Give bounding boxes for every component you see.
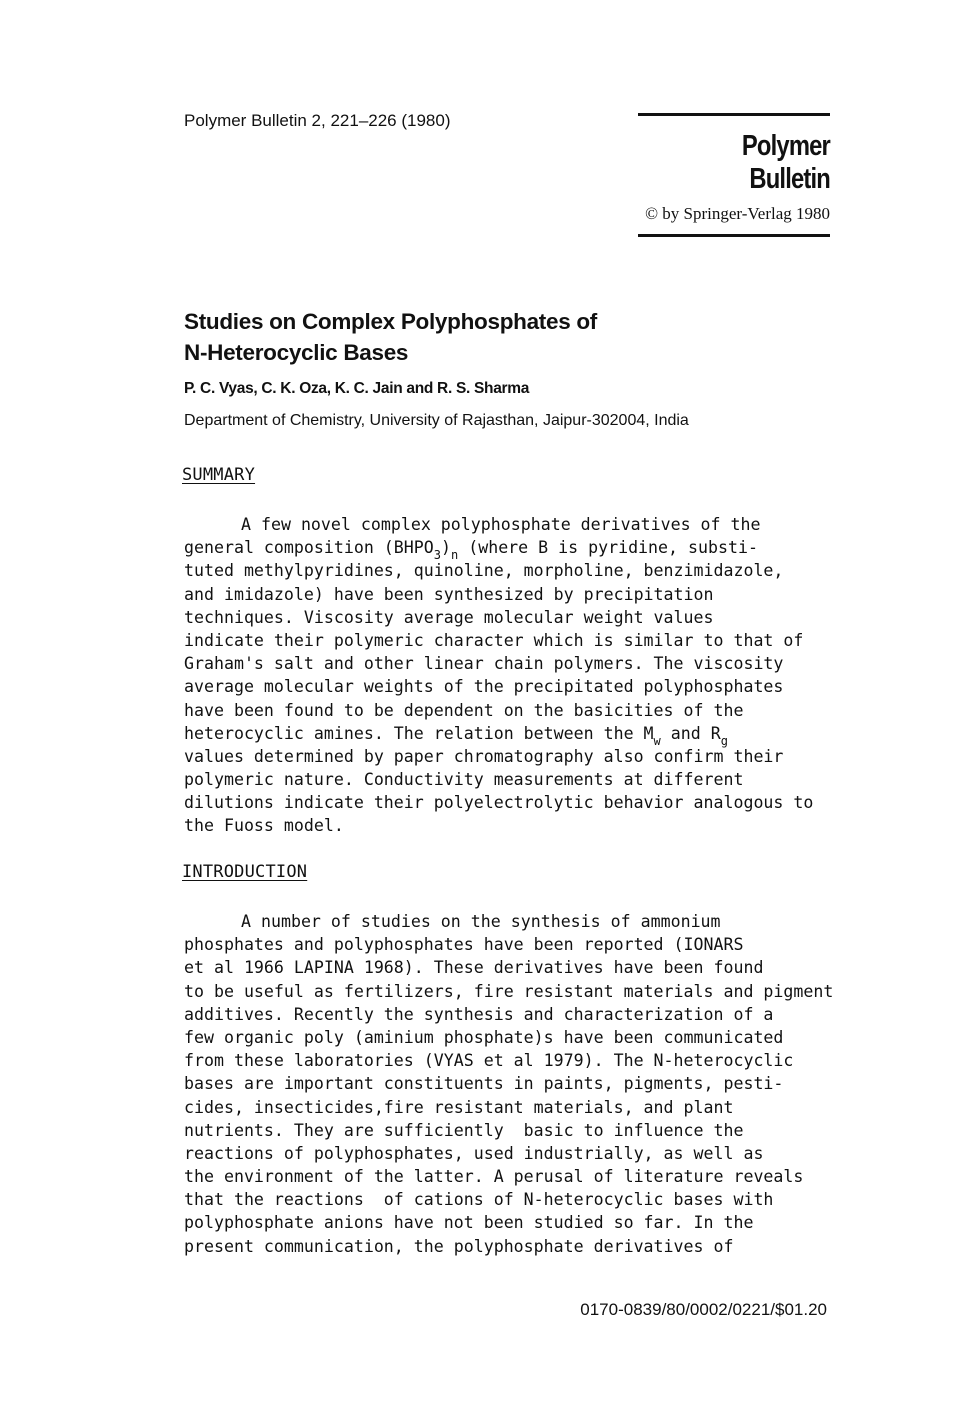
text-line: to be useful as fertilizers, fire resistant materials and pigment — [184, 981, 834, 1001]
text-line: and imidazole) have been synthesized by precipitation — [184, 584, 714, 604]
text-line: reactions of polyphosphates, used industrially, as well as — [184, 1143, 764, 1163]
text-line: the Fuoss model. — [184, 816, 344, 836]
text-line: present communication, the polyphosphate derivatives of — [184, 1236, 734, 1256]
text-line: A few novel complex polyphosphate derivatives of the — [241, 515, 761, 534]
article-title — [184, 306, 597, 368]
text-fragment: (where B is pyridine, substi- — [458, 538, 758, 558]
text-line: et al 1966 LAPINA 1968). These derivatives have been found — [184, 958, 764, 978]
text-line: dilutions indicate their polyelectrolytic behavior analogous to — [184, 793, 814, 813]
text-line: additives. Recently the synthesis and characterization of a — [184, 1004, 774, 1024]
text-fragment: heterocyclic amines. The relation between the M — [184, 723, 654, 743]
text-fragment: and R — [660, 723, 721, 743]
introduction-heading: INTRODUCTION — [182, 862, 308, 882]
text-line: average molecular weights of the precipitated polyphosphates — [184, 677, 784, 697]
text-line — [184, 722, 813, 748]
text-fragment: general composition (BHPO — [184, 538, 434, 558]
author-affiliation: Department of Chemistry, University of Rajasthan, Jaipur-302004, India — [184, 412, 689, 429]
text-line: the environment of the latter. A perusal of literature reveals — [184, 1167, 804, 1187]
text-fragment: ) — [441, 538, 451, 558]
subscript: 3 — [433, 548, 441, 563]
text-line: from these laboratories (VYAS et al 1979). The N-heterocyclic — [184, 1051, 794, 1071]
text-line: values determined by paper chromatography also confirm their — [184, 746, 784, 766]
masthead-top-rule — [638, 113, 830, 116]
subscript: g — [720, 733, 728, 748]
journal-citation: Polymer Bulletin 2, 221–226 (1980) — [184, 111, 451, 130]
text-line: phosphates and polyphosphates have been reported (IONARS — [184, 935, 744, 955]
text-line: polyphosphate anions have not been studied so far. In the — [184, 1213, 754, 1233]
article-code: 0170-0839/80/0002/0221/$01.20 — [580, 1300, 827, 1319]
text-line: polymeric nature. Conductivity measurements at different — [184, 770, 744, 790]
text-line: bases are important constituents in paints, pigments, pesti- — [184, 1074, 784, 1094]
text-line: that the reactions of cations of N-heterocyclic bases with — [184, 1190, 774, 1210]
text-line: few organic poly (aminium phosphate)s have been communicated — [184, 1027, 784, 1047]
copyright-notice: © by Springer-Verlag 1980 — [645, 204, 830, 223]
text-line: nutrients. They are sufficiently basic to influence the — [184, 1120, 744, 1140]
title-line: Studies on Complex Polyphosphates of — [184, 309, 597, 334]
journal-masthead — [638, 113, 830, 237]
masthead-bottom-rule — [638, 234, 830, 237]
title-line: N-Heterocyclic Bases — [184, 340, 409, 365]
text-line: have been found to be dependent on the basicities of the — [184, 700, 744, 720]
journal-name: Polymer Bulletin — [741, 130, 830, 195]
text-line: Graham's salt and other linear chain polymers. The viscosity — [184, 654, 784, 674]
text-line: indicate their polymeric character which is similar to that of — [184, 630, 804, 650]
text-line: A number of studies on the synthesis of ammonium — [241, 912, 721, 931]
author-list: P. C. Vyas, C. K. Oza, K. C. Jain and R. S. Sharma — [184, 380, 530, 397]
text-line: cides, insecticides,fire resistant materials, and plant — [184, 1097, 734, 1117]
subscript: w — [653, 733, 661, 748]
summary-heading: SUMMARY — [182, 465, 256, 485]
text-line: tuted methylpyridines, quinoline, morpholine, benzimidazole, — [184, 561, 784, 581]
introduction-paragraph — [184, 910, 833, 1258]
summary-paragraph — [184, 513, 813, 838]
text-line — [184, 536, 813, 563]
subscript: n — [451, 548, 459, 563]
text-line: techniques. Viscosity average molecular weight values — [184, 607, 714, 627]
